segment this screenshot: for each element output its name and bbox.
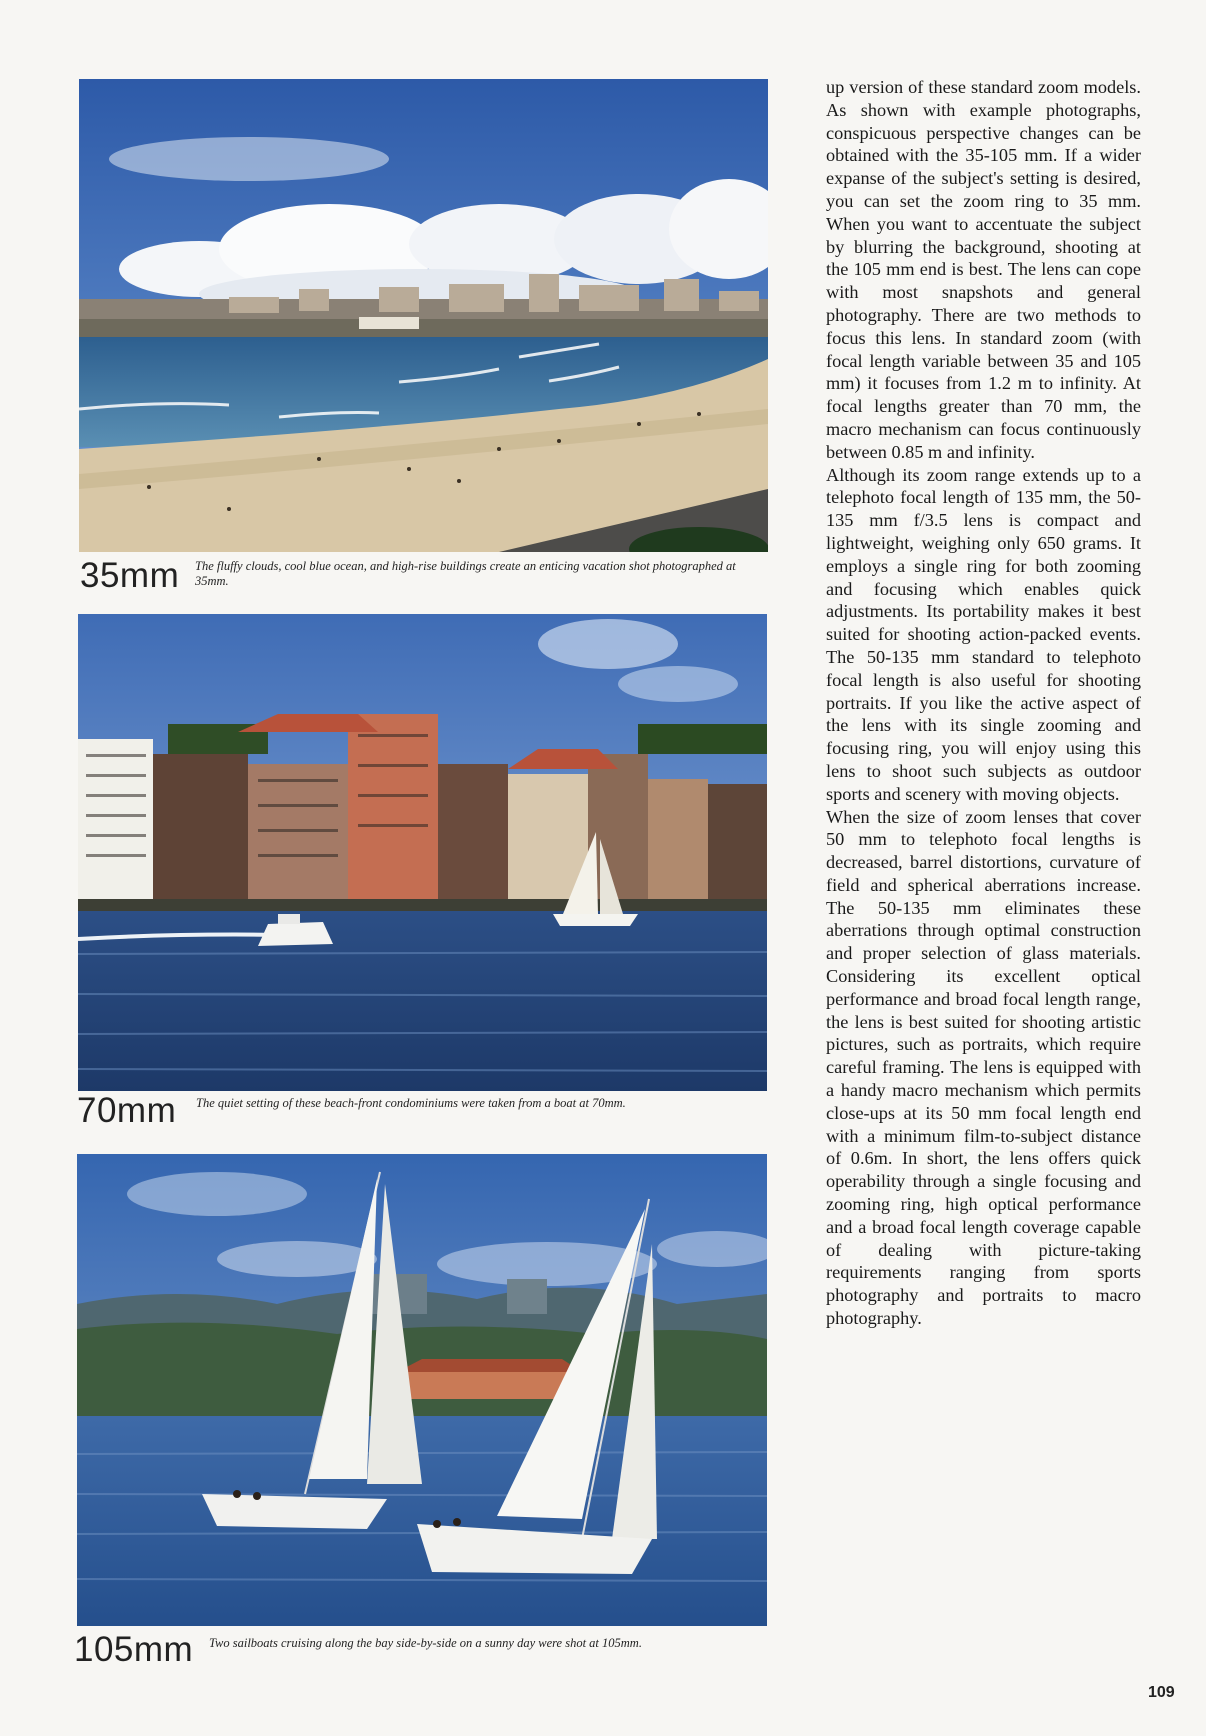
caption-105mm: Two sailboats cruising along the bay side-by-side on a sunny day were shot at 105mm.	[209, 1636, 642, 1650]
caption-70mm: The quiet setting of these beach-front condominiums were taken from a boat at 70mm.	[196, 1096, 626, 1110]
focal-length-70mm: 70mm	[77, 1091, 177, 1130]
body-text-column	[826, 76, 1141, 1330]
body-paragraph: When the size of zoom lenses that cover 50 mm to telephoto focal lengths is decreased, barrel distortions, curvature of field and spherical aberrations increase. The 50-135 mm eliminates these aberrations through optimal construction and proper selection of glass materials. Considering its excellent optical performance and broad focal length range, the lens is best suited for shooting artistic pictures, such as portraits, which require careful framing. The lens is equipped with a handy macro mechanism which permits close-ups at its 50 mm focal length end with a minimum film-to-subject distance of 0.6m. In short, the lens offers quick operability through a single focusing and zooming ring, high optical performance and a broad focal length coverage capable of dealing with picture-taking requirements ranging from sports photography and portraits to macro photography.	[826, 806, 1141, 1329]
focal-length-105mm: 105mm	[74, 1630, 194, 1669]
body-paragraph: up version of these standard zoom models. As shown with example photographs, conspicuous perspective changes can be obtained with the 35-105 mm. If a wider expanse of the subject's setting is desired, you can set the zoom ring to 35 mm. When you want to accentuate the subject by blurring the background, shooting at the 105 mm end is best. The lens can cope with most snapshots and general photography. There are two methods to focus this lens. In standard zoom (with focal length variable between 35 and 105 mm) it focuses from 1.2 m to infinity. At focal lengths greater than 70 mm, the macro mechanism can focus continuously between 0.85 m and infinity.	[826, 77, 1141, 462]
sailboats-photo-105mm	[77, 1154, 767, 1626]
beach-photo-35mm	[79, 79, 768, 552]
page-number: 109	[1148, 1684, 1175, 1701]
condominiums-photo-70mm	[78, 614, 767, 1091]
caption-35mm: The fluffy clouds, cool blue ocean, and high-rise buildings create an enticing vacation shot photographed at 35mm.	[195, 559, 736, 588]
body-paragraph: Although its zoom range extends up to a telephoto focal length of 135 mm, the 50-135 mm f/3.5 lens is compact and lightweight, weighing only 650 grams. It employs a single ring for both zooming and focusing which enables quick adjustments. Its portability makes it best suited for shooting action-packed events. The 50-135 mm standard to telephoto focal length is also useful for shooting portraits. If you like the active aspect of the lens with its single zooming and focusing ring, you will enjoy using this lens to shoot such subjects as outdoor sports and scenery with moving objects.	[826, 464, 1141, 804]
focal-length-35mm: 35mm	[80, 556, 180, 595]
